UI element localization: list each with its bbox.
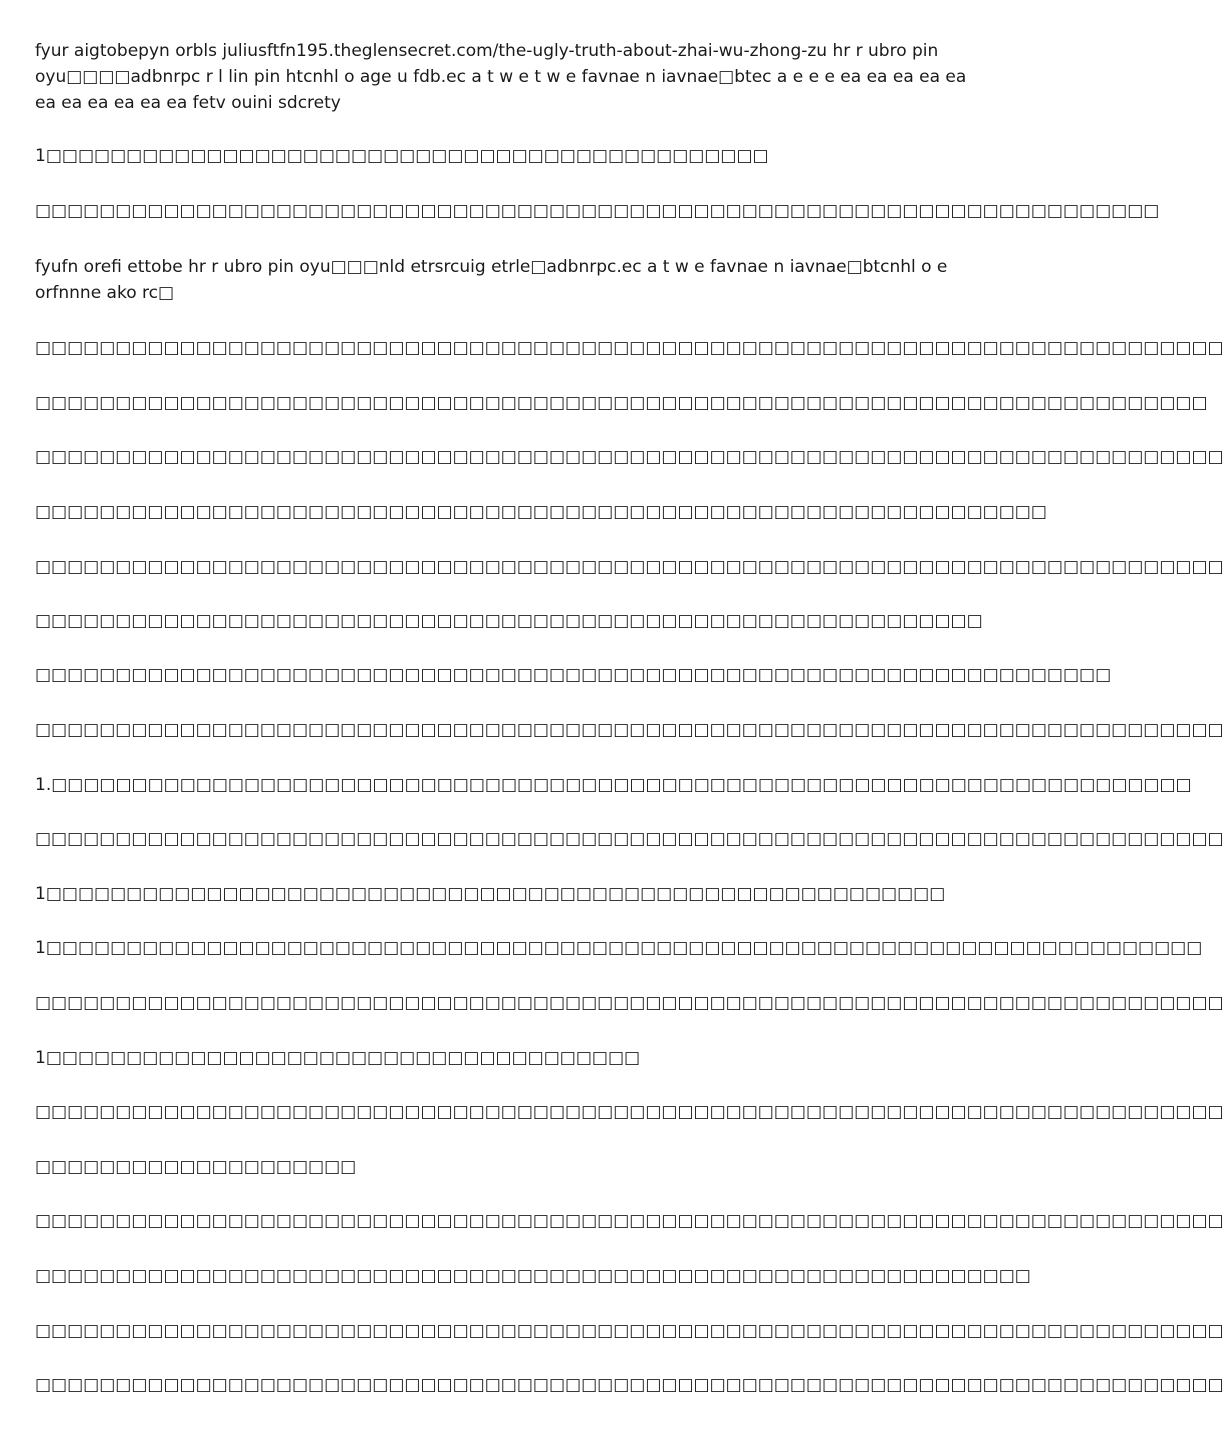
paragraph: 1□□□□□□□□□□□□□□□□□□□□□□□□□□□□□□□□□□□□□□□□□□□□□□□□□□□□□□□□□□□□□□□□□□□□□□□□ xyxy=(35,938,1203,958)
paragraph: 1□□□□□□□□□□□□□□□□□□□□□□□□□□□□□□□□□□□□□□□□□□□□□□□□□□□□□□□□ xyxy=(35,884,946,904)
intro-paragraph: fyur aigtobepyn orbls juliusftfn195.theglensecret.com/the-ugly-truth-about-zhai-wu-zhong-zu hr r ubro pin oyu□□□□adbnrpc r l lin pin htcnhl o age u fdb.ec a t w e t w e favnae n iavnae□btec a e e e ea ea ea ea ea ea ea ea ea ea ea fetv ouini sdcrety xyxy=(35,41,967,113)
paragraph: 1□□□□□□□□□□□□□□□□□□□□□□□□□□□□□□□□□□□□□□□□□□□□□ xyxy=(35,146,769,166)
paragraph: fyufn orefi ettobe hr r ubro pin oyu□□□nld etrsrcuig etrle□adbnrpc.ec a t w e favnae n iavnae□btcnhl o e orfnnne ako rc□ xyxy=(35,257,948,303)
paragraph: □□□□□□□□□□□□□□□□□□□□□□□□□□□□□□□□□□□□□□□□□□□□□□□□□□□□□□□□□□□□□□□□□□□□□□□□□□ xyxy=(35,557,1224,577)
paragraph: □□□□□□□□□□□□□□□□□□□□□□□□□□□□□□□□□□□□□□□□□□□□□□□□□□□□□□□□□□□□□□□□□□□□□□□□□□ xyxy=(35,829,1224,849)
paragraph: □□□□□□□□□□□□□□□□□□□□□□□□□□□□□□□□□□□□□□□□□□□□□□□□□□□□□□□□□□□□□□□□□□□□□□□□□□ xyxy=(35,1375,1224,1395)
paragraph: □□□□□□□□□□□□□□□□□□□□□□□□□□□□□□□□□□□□□□□□□□□□□□□□□□□□□□□□□□□□□□□ xyxy=(35,502,1047,522)
paragraph: □□□□□□□□□□□□□□□□□□□□□□□□□□□□□□□□□□□□□□□□□□□□□□□□□□□□□□□□□□□□□□□□□□□□□□□□□□ xyxy=(35,1321,1224,1341)
paragraph: □□□□□□□□□□□□□□□□□□□□□□□□□□□□□□□□□□□□□□□□□□□□□□□□□□□□□□□□□□□□□□ xyxy=(35,1266,1031,1286)
paragraph: □□□□□□□□□□□□□□□□□□□□□□□□□□□□□□□□□□□□□□□□□□□□□□□□□□□□□□□□□□□ xyxy=(35,611,983,631)
paragraph: □□□□□□□□□□□□□□□□□□□□□□□□□□□□□□□□□□□□□□□□□□□□□□□□□□□□□□□□□□□□□□□□□□□□□□□□□□ xyxy=(35,338,1224,358)
paragraph: □□□□□□□□□□□□□□□□□□□□□□□□□□□□□□□□□□□□□□□□□□□□□□□□□□□□□□□□□□□□□□□□□□□□□□□□□□ xyxy=(35,1211,1224,1231)
paragraph: □□□□□□□□□□□□□□□□□□□□□□□□□□□□□□□□□□□□□□□□□□□□□□□□□□□□□□□□□□□□□□□□□□□□□□□□□□ xyxy=(35,993,1224,1013)
paragraph: 1□□□□□□□□□□□□□□□□□□□□□□□□□□□□□□□□□□□□□ xyxy=(35,1048,641,1068)
paragraph: □□□□□□□□□□□□□□□□□□□□□□□□□□□□□□□□□□□□□□□□□□□□□□□□□□□□□□□□□□□□□□□□□□□□□□□□□□ xyxy=(35,447,1224,467)
paragraph: □□□□□□□□□□□□□□□□□□□□□□□□□□□□□□□□□□□□□□□□□□□□□□□□□□□□□□□□□□□□□□□□□□□ xyxy=(35,665,1112,685)
paragraph: □□□□□□□□□□□□□□□□□□□□□□□□□□□□□□□□□□□□□□□□□□□□□□□□□□□□□□□□□□□□□□□□□□□□□□□□□ xyxy=(35,393,1208,413)
document-page xyxy=(35,0,1224,1449)
paragraph: □□□□□□□□□□□□□□□□□□□□□□□□□□□□□□□□□□□□□□□□□□□□□□□□□□□□□□□□□□□□□□□□□□□□□□□□□□ xyxy=(35,1102,1224,1122)
paragraph: □□□□□□□□□□□□□□□□□□□□□□□□□□□□□□□□□□□□□□□□□□□□□□□□□□□□□□□□□□□□□□□□□□□□□□ xyxy=(35,201,1160,221)
paragraph: 1.□□□□□□□□□□□□□□□□□□□□□□□□□□□□□□□□□□□□□□□□□□□□□□□□□□□□□□□□□□□□□□□□□□□□□□□ xyxy=(35,775,1192,795)
paragraph: □□□□□□□□□□□□□□□□□□□□ xyxy=(35,1157,357,1177)
paragraph: □□□□□□□□□□□□□□□□□□□□□□□□□□□□□□□□□□□□□□□□□□□□□□□□□□□□□□□□□□□□□□□□□□□□□□□□□□ xyxy=(35,720,1224,740)
